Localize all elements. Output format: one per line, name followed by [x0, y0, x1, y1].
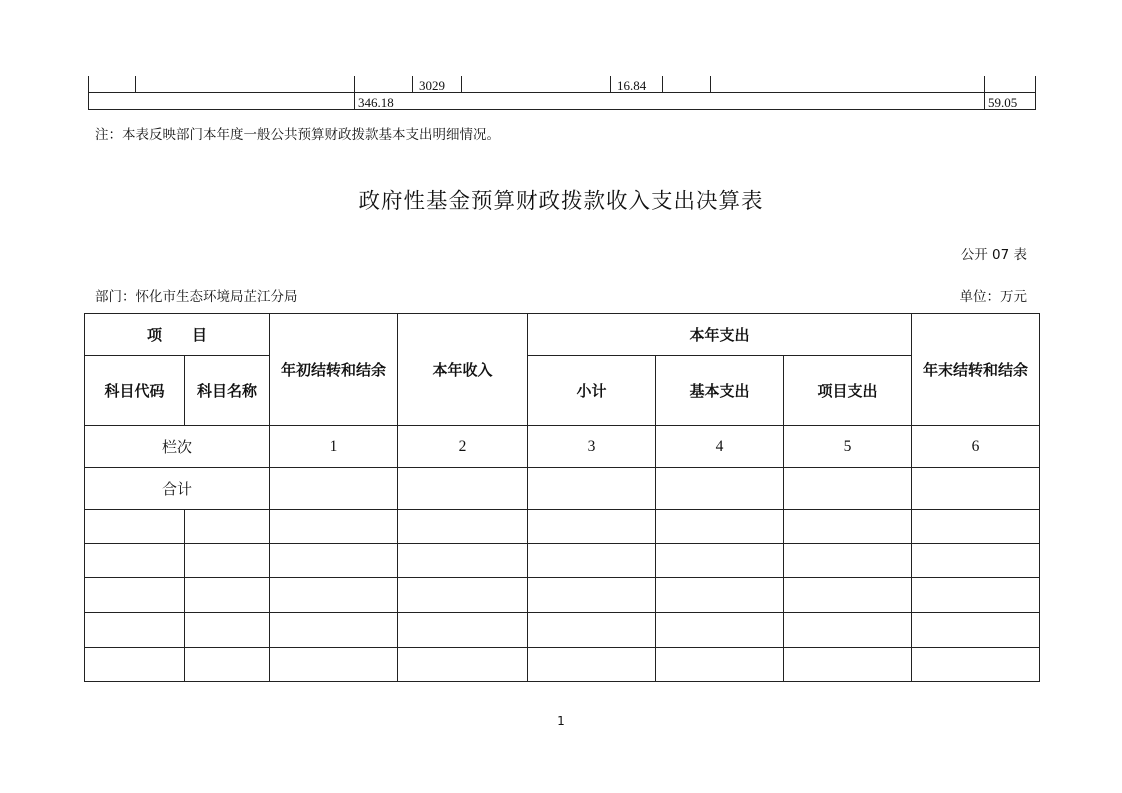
table-cell [85, 510, 185, 544]
table-cell [656, 468, 784, 510]
total-row [85, 468, 1040, 510]
header-subtotal: 小计 [528, 356, 656, 426]
amount-value: 59.05 [988, 95, 1018, 110]
table-cell [912, 578, 1040, 613]
table-rule [135, 76, 136, 93]
table-cell [185, 510, 270, 544]
table-rule [662, 76, 663, 93]
table-cell [528, 468, 656, 510]
table-row [85, 613, 1040, 648]
table-cell [398, 510, 528, 544]
table-cell [85, 648, 185, 682]
header-subject-code: 科目代码 [85, 356, 185, 426]
table-cell [784, 613, 912, 648]
table-row [85, 544, 1040, 578]
table-cell [528, 613, 656, 648]
table-cell [656, 510, 784, 544]
amount-value: 346.18 [358, 95, 394, 110]
table-cell [784, 578, 912, 613]
previous-table-fragment [88, 76, 1036, 110]
table-rule [984, 76, 985, 110]
table-cell [270, 468, 398, 510]
table-cell [528, 648, 656, 682]
table-cell [398, 468, 528, 510]
table-rule [610, 76, 611, 93]
table-cell [784, 510, 912, 544]
column-number: 2 [398, 426, 528, 468]
table-note: 注：本表反映部门本年度一般公共预算财政拨款基本支出明细情况。 [95, 127, 500, 143]
header-income: 本年收入 [398, 314, 528, 426]
table-cell [398, 613, 528, 648]
table-cell [398, 544, 528, 578]
table-cell [185, 648, 270, 682]
department-label: 部门：怀化市生态环境局芷江分局 [95, 289, 298, 305]
table-row [85, 510, 1040, 544]
column-number: 3 [528, 426, 656, 468]
header-basic-expense: 基本支出 [656, 356, 784, 426]
column-number-label: 栏次 [85, 426, 270, 468]
table-cell [656, 578, 784, 613]
table-cell [784, 544, 912, 578]
table-cell [398, 648, 528, 682]
table-rule [354, 76, 355, 110]
table-cell [656, 544, 784, 578]
table-cell [528, 510, 656, 544]
table-cell [656, 613, 784, 648]
table-cell [912, 613, 1040, 648]
table-row [85, 578, 1040, 613]
table-cell [912, 648, 1040, 682]
column-number: 4 [656, 426, 784, 468]
page-number: 1 [557, 714, 565, 728]
header-project-expense: 项目支出 [784, 356, 912, 426]
table-cell [912, 544, 1040, 578]
table-rule [88, 109, 1036, 110]
table-cell [185, 613, 270, 648]
table-cell [912, 468, 1040, 510]
economic-code: 3029 [419, 78, 445, 93]
table-cell [398, 578, 528, 613]
column-number: 5 [784, 426, 912, 468]
fund-budget-table [84, 313, 1040, 682]
table-row [85, 648, 1040, 682]
header-end-balance: 年末结转和结余 [912, 314, 1040, 426]
header-begin-balance: 年初结转和结余 [270, 314, 398, 426]
header-expense-group: 本年支出 [528, 314, 912, 356]
table-cell [270, 510, 398, 544]
table-cell [85, 613, 185, 648]
table-cell [784, 648, 912, 682]
page-title: 政府性基金预算财政拨款收入支出决算表 [358, 189, 764, 214]
table-rule [412, 76, 413, 93]
amount-value: 16.84 [617, 78, 647, 93]
table-rule [461, 76, 462, 93]
table-cell [656, 648, 784, 682]
table-rule [88, 76, 89, 110]
table-cell [85, 578, 185, 613]
table-cell [185, 544, 270, 578]
table-cell [270, 613, 398, 648]
table-cell [528, 578, 656, 613]
column-number-row [85, 426, 1040, 468]
table-cell [85, 544, 185, 578]
column-number: 1 [270, 426, 398, 468]
header-item: 项 目 [85, 314, 270, 356]
table-cell [270, 578, 398, 613]
table-cell [912, 510, 1040, 544]
table-cell [270, 648, 398, 682]
table-rule [1035, 76, 1036, 110]
table-rule [88, 92, 1036, 93]
form-number: 公开 07 表 [960, 247, 1027, 263]
table-cell [270, 544, 398, 578]
column-number: 6 [912, 426, 1040, 468]
header-subject-name: 科目名称 [185, 356, 270, 426]
table-cell [528, 544, 656, 578]
unit-label: 单位：万元 [959, 289, 1027, 305]
table-cell [185, 578, 270, 613]
table-cell [784, 468, 912, 510]
total-label: 合计 [85, 468, 270, 510]
table-rule [710, 76, 711, 93]
